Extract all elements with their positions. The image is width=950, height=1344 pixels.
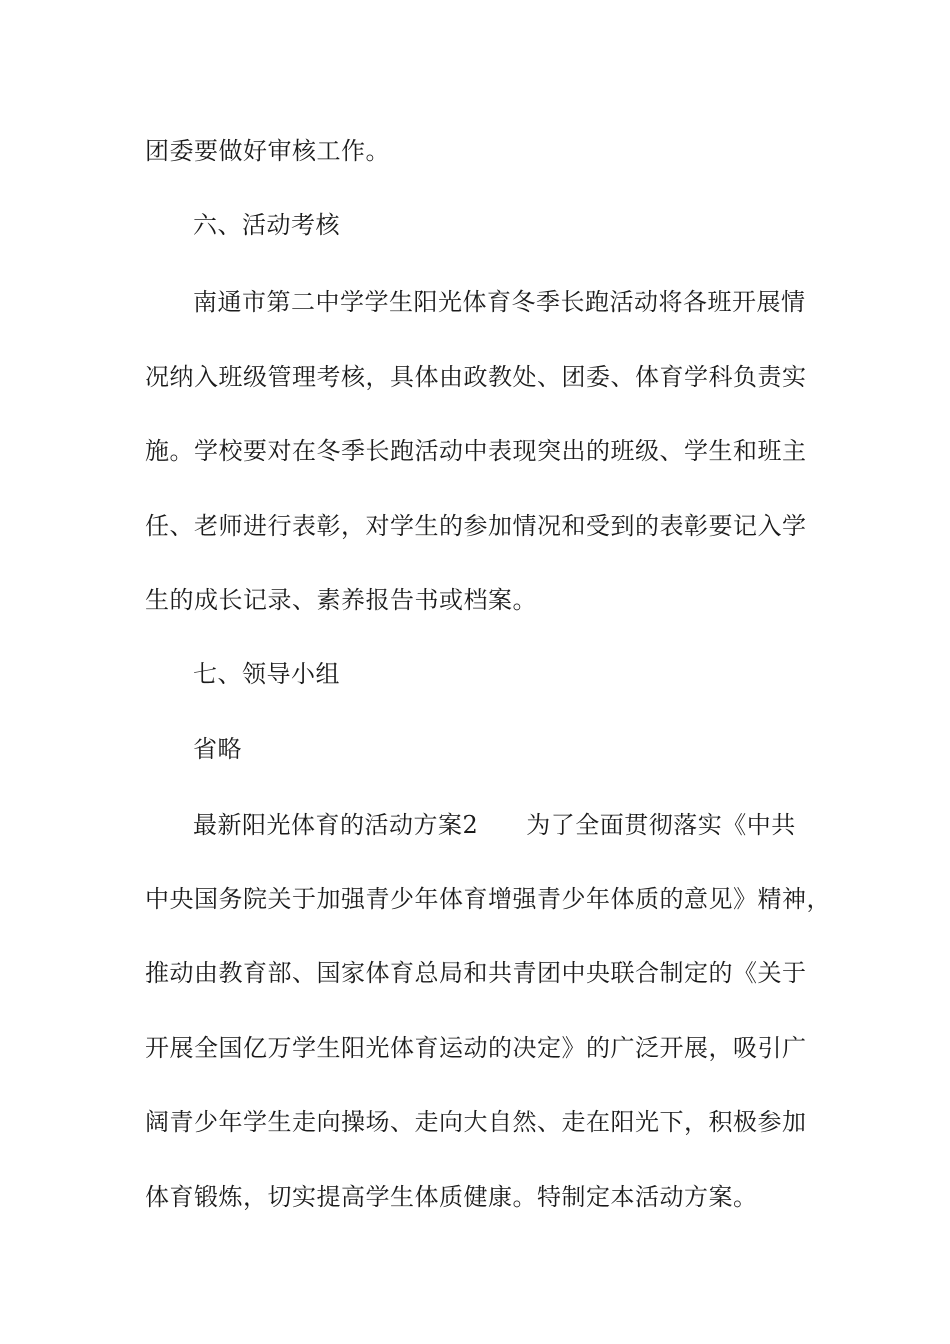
text-line: 省略 xyxy=(193,735,242,763)
text-line: 中央国务院关于加强青少年体育增强青少年体质的意见》精神， xyxy=(145,885,831,913)
plan-2-title: 最新阳光体育的活动方案2 xyxy=(193,811,479,839)
text-line: 阔青少年学生走向操场、走向大自然、走在阳光下，积极参加 xyxy=(145,1108,807,1136)
text-line: 体育锻炼，切实提高学生体质健康。特制定本活动方案。 xyxy=(145,1183,758,1211)
text-line: 施。学校要对在冬季长跑活动中表现突出的班级、学生和班主 xyxy=(145,437,807,465)
section-heading-leadership: 七、领导小组 xyxy=(193,660,340,688)
text-line: 推动由教育部、国家体育总局和共青团中央联合制定的《关于 xyxy=(145,959,807,987)
text-line: 况纳入班级管理考核，具体由政教处、团委、体育学科负责实 xyxy=(145,363,807,391)
text-line: 开展全国亿万学生阳光体育运动的决定》的广泛开展，吸引广 xyxy=(145,1034,807,1062)
plan-2-first-line xyxy=(193,810,873,840)
plan-2-intro: 为了全面贯彻落实《中共 xyxy=(526,811,796,839)
text-line: 团委要做好审核工作。 xyxy=(145,137,390,165)
text-line: 任、老师进行表彰，对学生的参加情况和受到的表彰要记入学 xyxy=(145,512,807,540)
section-heading-assessment: 六、活动考核 xyxy=(193,211,340,239)
text-line: 生的成长记录、素养报告书或档案。 xyxy=(145,586,537,614)
text-line: 南通市第二中学学生阳光体育冬季长跑活动将各班开展情 xyxy=(193,288,806,316)
